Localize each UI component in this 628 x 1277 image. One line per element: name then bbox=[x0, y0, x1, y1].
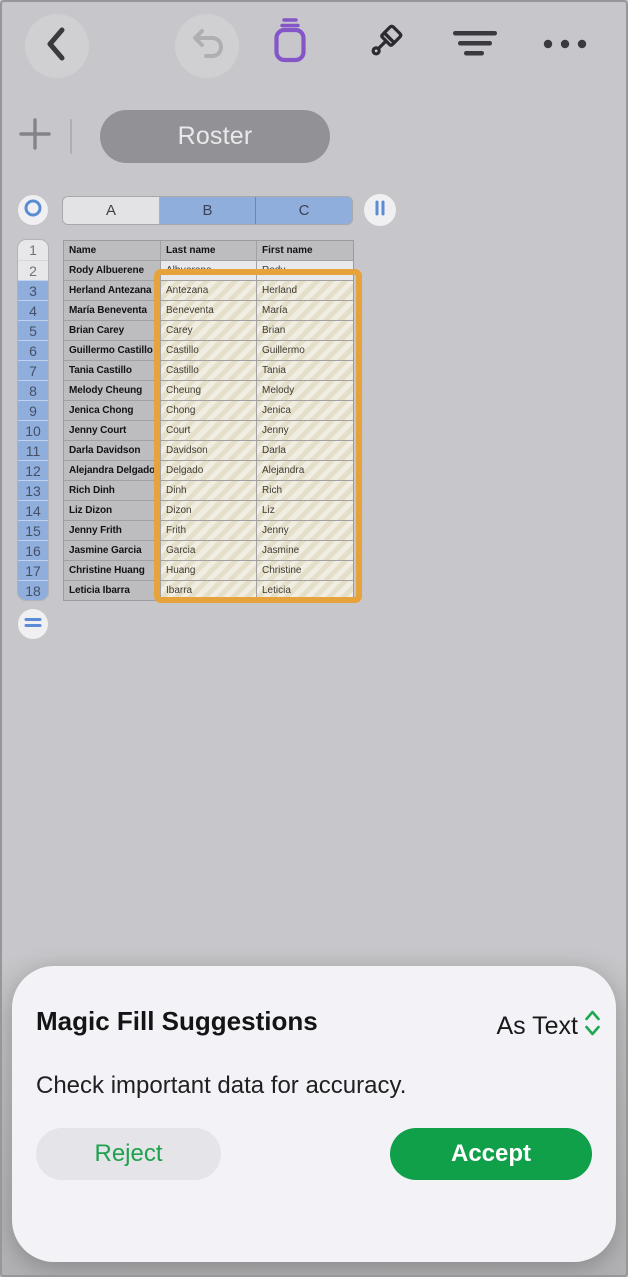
cell-B4[interactable]: Beneventa bbox=[161, 301, 256, 320]
cell-A4[interactable]: María Beneventa bbox=[64, 301, 160, 320]
reject-button[interactable]: Reject bbox=[36, 1128, 221, 1180]
cell-C17[interactable]: Christine bbox=[257, 561, 353, 580]
cell-A5[interactable]: Brian Carey bbox=[64, 321, 160, 340]
row-number-9[interactable]: 9 bbox=[18, 400, 48, 420]
row-number-18[interactable]: 18 bbox=[18, 580, 48, 600]
cell-C12[interactable]: Alejandra bbox=[257, 461, 353, 480]
magic-fill-sheet bbox=[12, 966, 616, 1262]
cell-B15[interactable]: Frith bbox=[161, 521, 256, 540]
cell-A18[interactable]: Leticia Ibarra bbox=[64, 581, 160, 600]
column-header-B[interactable]: B bbox=[160, 197, 256, 224]
cell-C3[interactable]: Herland bbox=[257, 281, 353, 300]
cell-A11[interactable]: Darla Davidson bbox=[64, 441, 160, 460]
circle-icon bbox=[23, 198, 43, 223]
cell-C2[interactable]: Rody bbox=[257, 261, 353, 280]
cell-B6[interactable]: Castillo bbox=[161, 341, 256, 360]
back-button[interactable] bbox=[35, 24, 79, 68]
cell-B14[interactable]: Dizon bbox=[161, 501, 256, 520]
cell-A12[interactable]: Alejandra Delgado bbox=[64, 461, 160, 480]
tab-roster-label: Roster bbox=[177, 122, 253, 150]
tab-divider bbox=[70, 119, 72, 154]
add-row-handle[interactable] bbox=[17, 608, 49, 640]
magic-fill-button[interactable] bbox=[268, 20, 312, 64]
cell-C9[interactable]: Jenica bbox=[257, 401, 353, 420]
sheet-title: Magic Fill Suggestions bbox=[36, 1006, 318, 1036]
column-header-C[interactable]: C bbox=[256, 197, 352, 224]
undo-icon bbox=[188, 26, 226, 67]
row-number-8[interactable]: 8 bbox=[18, 380, 48, 400]
row-number-bar bbox=[17, 239, 49, 601]
cell-B3[interactable]: Antezana bbox=[161, 281, 256, 300]
cell-C18[interactable]: Leticia bbox=[257, 581, 353, 600]
cell-A9[interactable]: Jenica Chong bbox=[64, 401, 160, 420]
add-sheet-button[interactable] bbox=[13, 114, 57, 158]
accept-button[interactable]: Accept bbox=[390, 1128, 592, 1180]
cell-B12[interactable]: Delgado bbox=[161, 461, 256, 480]
cell-A2[interactable]: Rody Albuerene bbox=[64, 261, 160, 280]
cell-C1[interactable]: First name bbox=[257, 241, 353, 260]
plus-icon bbox=[19, 118, 51, 155]
column-header-bar bbox=[62, 196, 353, 225]
cell-A8[interactable]: Melody Cheung bbox=[64, 381, 160, 400]
fill-type-selector[interactable] bbox=[496, 1008, 602, 1045]
ellipsis-icon bbox=[542, 37, 588, 55]
table-select-handle[interactable] bbox=[17, 194, 49, 226]
cell-A10[interactable]: Jenny Court bbox=[64, 421, 160, 440]
cell-B13[interactable]: Dinh bbox=[161, 481, 256, 500]
row-number-2[interactable]: 2 bbox=[18, 260, 48, 280]
add-column-handle[interactable] bbox=[363, 193, 397, 227]
cell-B9[interactable]: Chong bbox=[161, 401, 256, 420]
cell-B10[interactable]: Court bbox=[161, 421, 256, 440]
row-number-6[interactable]: 6 bbox=[18, 340, 48, 360]
row-number-1[interactable]: 1 bbox=[18, 240, 48, 260]
row-number-7[interactable]: 7 bbox=[18, 360, 48, 380]
equals-icon bbox=[24, 615, 42, 634]
row-number-17[interactable]: 17 bbox=[18, 560, 48, 580]
cell-B17[interactable]: Huang bbox=[161, 561, 256, 580]
cell-B11[interactable]: Davidson bbox=[161, 441, 256, 460]
row-number-15[interactable]: 15 bbox=[18, 520, 48, 540]
up-down-chevrons-icon bbox=[583, 1008, 602, 1045]
undo-button[interactable] bbox=[185, 24, 229, 68]
row-number-12[interactable]: 12 bbox=[18, 460, 48, 480]
paintbrush-icon bbox=[363, 20, 407, 69]
column-header-A[interactable]: A bbox=[63, 197, 160, 224]
row-number-4[interactable]: 4 bbox=[18, 300, 48, 320]
cell-A7[interactable]: Tania Castillo bbox=[64, 361, 160, 380]
magic-fill-jar-icon bbox=[269, 16, 311, 69]
cell-C16[interactable]: Jasmine bbox=[257, 541, 353, 560]
cell-C13[interactable]: Rich bbox=[257, 481, 353, 500]
cell-B8[interactable]: Cheung bbox=[161, 381, 256, 400]
cell-A14[interactable]: Liz Dizon bbox=[64, 501, 160, 520]
cell-C14[interactable]: Liz bbox=[257, 501, 353, 520]
cell-C4[interactable]: María bbox=[257, 301, 353, 320]
more-button[interactable] bbox=[543, 24, 587, 68]
filter-lines-icon bbox=[451, 29, 499, 64]
format-button[interactable] bbox=[363, 22, 407, 66]
cell-A17[interactable]: Christine Huang bbox=[64, 561, 160, 580]
cell-C11[interactable]: Darla bbox=[257, 441, 353, 460]
organize-button[interactable] bbox=[453, 24, 497, 68]
cell-A15[interactable]: Jenny Frith bbox=[64, 521, 160, 540]
back-chevron-icon bbox=[42, 24, 72, 69]
cell-A6[interactable]: Guillermo Castillo bbox=[64, 341, 160, 360]
fill-type-value: As Text bbox=[496, 1012, 578, 1040]
cell-A16[interactable]: Jasmine Garcia bbox=[64, 541, 160, 560]
row-number-3[interactable]: 3 bbox=[18, 280, 48, 300]
cell-C15[interactable]: Jenny bbox=[257, 521, 353, 540]
cell-A13[interactable]: Rich Dinh bbox=[64, 481, 160, 500]
cell-C7[interactable]: Tania bbox=[257, 361, 353, 380]
row-number-14[interactable]: 14 bbox=[18, 500, 48, 520]
row-number-16[interactable]: 16 bbox=[18, 540, 48, 560]
roster-table bbox=[63, 240, 354, 601]
row-number-11[interactable]: 11 bbox=[18, 440, 48, 460]
cell-B18[interactable]: Ibarra bbox=[161, 581, 256, 600]
cell-B5[interactable]: Carey bbox=[161, 321, 256, 340]
tab-roster[interactable] bbox=[100, 110, 330, 163]
cell-B2[interactable]: Albuerene bbox=[161, 261, 256, 280]
row-number-13[interactable]: 13 bbox=[18, 480, 48, 500]
cell-A3[interactable]: Herland Antezana bbox=[64, 281, 160, 300]
sheet-message: Check important data for accuracy. bbox=[36, 1072, 407, 1099]
cell-B7[interactable]: Castillo bbox=[161, 361, 256, 380]
cell-C10[interactable]: Jenny bbox=[257, 421, 353, 440]
parallel-bars-icon bbox=[372, 199, 388, 222]
row-number-5[interactable]: 5 bbox=[18, 320, 48, 340]
cell-A1[interactable]: Name bbox=[64, 241, 160, 260]
cell-C8[interactable]: Melody bbox=[257, 381, 353, 400]
row-number-10[interactable]: 10 bbox=[18, 420, 48, 440]
cell-B16[interactable]: Garcia bbox=[161, 541, 256, 560]
cell-C6[interactable]: Guillermo bbox=[257, 341, 353, 360]
cell-B1[interactable]: Last name bbox=[161, 241, 256, 260]
cell-C5[interactable]: Brian bbox=[257, 321, 353, 340]
